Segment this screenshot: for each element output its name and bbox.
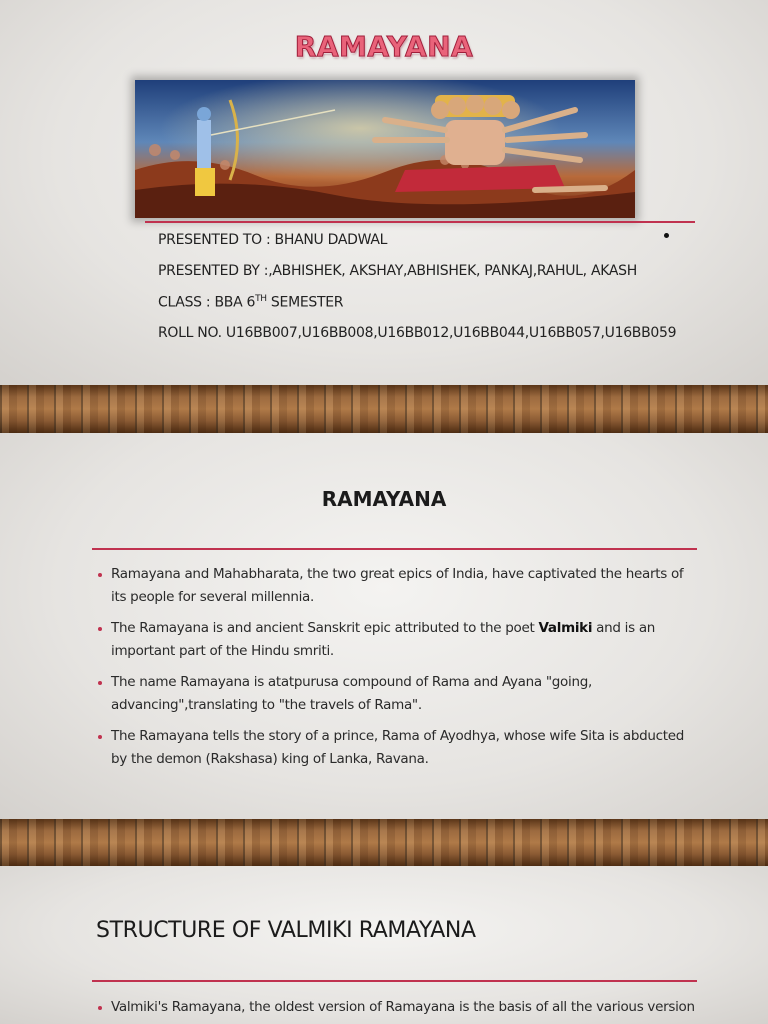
class-prefix: CLASS : BBA 6 — [158, 294, 256, 311]
list-item: Valmiki's Ramayana, the oldest version of Ramayana is the basis of all the various version — [96, 996, 696, 1019]
battle-illustration — [135, 80, 635, 218]
wood-floor-divider — [0, 385, 768, 433]
list-item: The name Ramayana is atatpurusa compound of Rama and Ayana "going, advancing",translating to "the travels of Rama". — [96, 671, 696, 717]
presented-by: PRESENTED BY :,ABHISHEK, AKSHAY,ABHISHEK, PANKAJ,RAHUL, AKASH — [158, 263, 637, 279]
class-superscript: TH — [255, 294, 267, 304]
slide-title-heading: RAMAYANA — [294, 30, 474, 63]
list-item: The Ramayana is and ancient Sanskrit epic attributed to the poet Valmiki and is an important part of the Hindu smriti. — [96, 617, 696, 663]
list-item: The Ramayana tells the story of a prince, Rama of Ayodhya, whose wife Sita is abducted by the demon (Rakshasa) king of Lanka, Ravana. — [96, 725, 696, 771]
slide-structure — [0, 866, 768, 1024]
slide3-divider — [92, 980, 697, 982]
slide3-bullet-list — [96, 996, 696, 1024]
slide1-divider — [145, 221, 695, 223]
wood-floor-divider — [0, 819, 768, 866]
slide-title — [0, 0, 768, 385]
ramayana-battle-image — [135, 80, 635, 218]
slide3-heading: STRUCTURE OF VALMIKI RAMAYANA — [96, 918, 476, 943]
roll-numbers: ROLL NO. U16BB007,U16BB008,U16BB012,U16BB044,U16BB057,U16BB059 — [158, 325, 677, 341]
class-line — [158, 294, 343, 311]
slide2-heading: RAMAYANA — [321, 487, 447, 511]
presented-to: PRESENTED TO : BHANU DADWAL — [158, 232, 388, 248]
slide2-divider — [92, 548, 697, 550]
empty-bullet — [664, 233, 669, 238]
slide2-bullet-list — [96, 563, 696, 779]
class-suffix: SEMESTER — [266, 294, 344, 311]
poet-name: Valmiki — [538, 620, 593, 636]
list-item: Ramayana and Mahabharata, the two great epics of India, have captivated the hearts of its people for several millennia. — [96, 563, 696, 609]
slide-intro — [0, 433, 768, 819]
